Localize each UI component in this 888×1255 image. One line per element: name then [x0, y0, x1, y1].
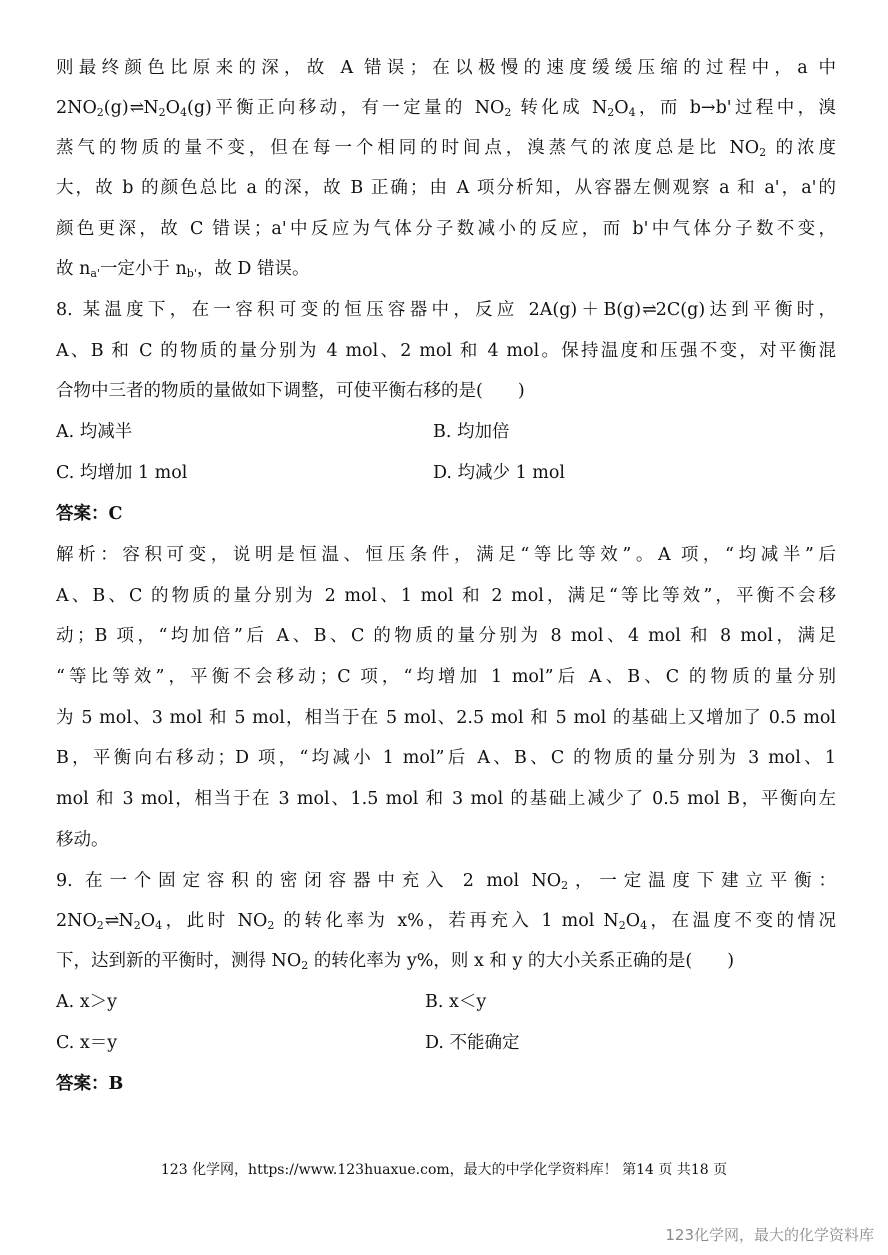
q9-option-c: C. x＝y: [56, 1033, 118, 1053]
q9-option-a: A. x＞y: [56, 992, 118, 1012]
paragraph-line: 大，故 b 的颜色总比 a 的深，故 B 正确；由 A 项分析知，从容器左侧观察 a 和 a'，a'的: [56, 178, 836, 198]
question-9-stem: 9. 在一个固定容积的密闭容器中充入 2 mol $NO_2$，一定温度下建立平衡：: [56, 871, 837, 892]
explanation-line: mol 和 3 mol，相当于在 3 mol、1.5 mol 和 3 mol 的基础上减少了 0.5 mol B，平衡向左: [56, 789, 836, 809]
watermark-text: 123化学网，最大的化学资料库: [665, 1226, 874, 1244]
question-9-stem: 下，达到新的平衡时，测得 $NO_2$ 的转化率为 y%，则 x 和 y 的大小关系正确的是( ): [56, 951, 735, 972]
explanation-line: 动；B 项，“均加倍”后 A、B、C 的物质的量分别为 8 mol、4 mol 和 8 mol，满足: [56, 626, 836, 646]
explanation-line: 移动。: [56, 830, 109, 850]
question-8-stem: 合物中三者的物质的量做如下调整，可使平衡右移的是( ): [56, 381, 525, 401]
explanation-line: 为 5 mol、3 mol 和 5 mol，相当于在 5 mol、2.5 mol 和 5 mol 的基础上又增加了 0.5 mol: [56, 708, 836, 728]
question-9-stem: $2NO_2\rightleftharpoons N_2O_4$，此时 $NO_2$ 的转化率为 x%，若再充入 1 mol $N_2O_4$，在温度不变的情况: [56, 911, 836, 932]
q9-answer: 答案：B: [56, 1074, 124, 1094]
paragraph-line: 故 $n_{a'}$一定小于 $n_{b'}$，故 D 错误。: [56, 259, 310, 280]
q8-option-b: B. 均加倍: [433, 422, 510, 442]
paragraph-line: 颜色更深，故 C 错误；a'中反应为气体分子数减小的反应，而 b'中气体分子数不变，: [56, 219, 836, 239]
q8-option-c: C. 均增加 1 mol: [56, 463, 188, 483]
paragraph-line: 蒸气的物质的量不变，但在每一个相同的时间点，溴蒸气的浓度总是比 $NO_2$ 的浓度: [56, 138, 836, 159]
explanation-line: “等比等效”，平衡不会移动；C 项，“均增加 1 mol”后 A、B、C 的物质的量分别: [56, 667, 836, 687]
paragraph-line: 则最终颜色比原来的深，故 A 错误；在以极慢的速度缓缓压缩的过程中，a 中: [56, 58, 836, 78]
question-8-stem: A、B 和 C 的物质的量分别为 4 mol、2 mol 和 4 mol。保持温度和压强不变，对平衡混: [56, 341, 836, 361]
paragraph-line: $2NO_2(g)\rightleftharpoons N_2O_4(g)$平衡正向移动，有一定量的 $NO_2$ 转化成 $N_2O_4$，而 b→b'过程中，溴: [56, 98, 836, 119]
explanation-line: B，平衡向右移动；D 项，“均减小 1 mol”后 A、B、C 的物质的量分别为 3 mol、1: [56, 748, 836, 768]
explanation-line: 解析：容积可变，说明是恒温、恒压条件，满足“等比等效”。A 项，“均减半”后: [56, 545, 836, 565]
page-footer: 123 化学网，https://www.123huaxue.com，最大的中学化学资料库！ 第14 页 共18 页: [160, 1162, 728, 1178]
q9-option-b: B. x＜y: [425, 992, 487, 1012]
q8-option-d: D. 均减少 1 mol: [433, 463, 566, 483]
q8-answer: 答案：C: [56, 504, 123, 524]
explanation-line: A、B、C 的物质的量分别为 2 mol、1 mol 和 2 mol，满足“等比等效”，平衡不会移: [56, 586, 836, 606]
q8-option-a: A. 均减半: [56, 422, 133, 442]
q9-option-d: D. 不能确定: [425, 1033, 520, 1053]
question-8-stem: 8. 某温度下，在一容积可变的恒压容器中，反应 2A(g)＋B(g)⇌2C(g)达到平衡时，: [56, 300, 836, 320]
